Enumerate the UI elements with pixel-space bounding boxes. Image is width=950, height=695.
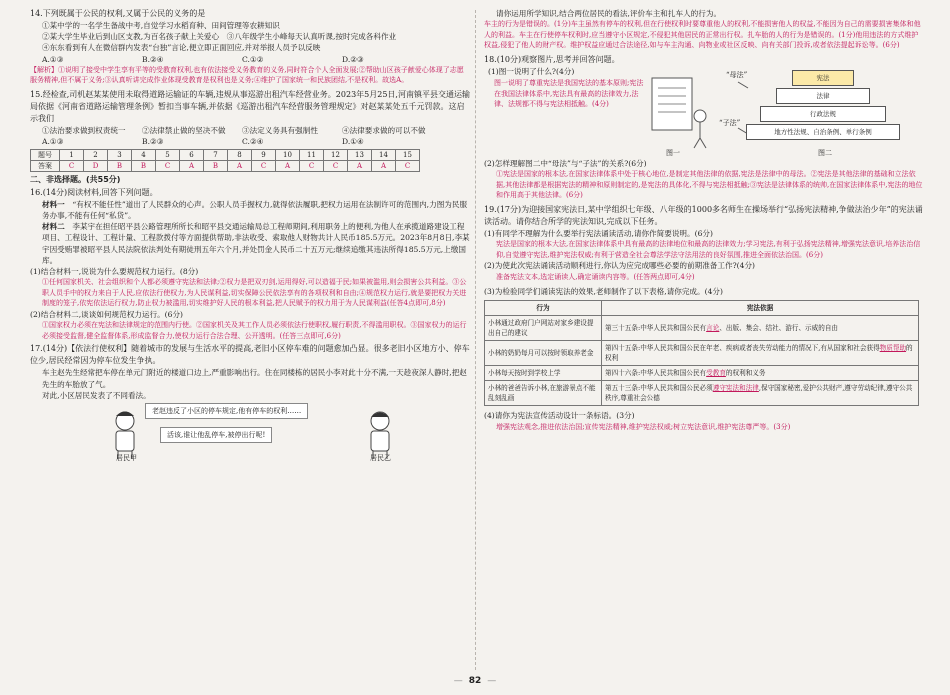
table-cell-act: 小林的爸爸告诉小林,在旅游景点不能乱刻乱画: [485, 381, 602, 406]
q15-options: [30, 136, 470, 147]
q19-sub2: (2)为使此次宪法诵读活动顺利进行,你认为应完成哪些必要的前期准备工作?(4分): [484, 261, 755, 271]
basis-text: 、出版、集会、结社、游行、示威的自由: [719, 324, 839, 333]
q15-item: ③法定义务具有强制性: [242, 125, 318, 135]
q18-answer-1: 图一说明了尊重宪法是我国宪法的基本原则;宪法在我国法律体系中,宪法具有最高的法律效力,法律、法规都不得与宪法相抵触。(4分): [494, 78, 644, 109]
fill-blank[interactable]: 物质帮助: [879, 344, 907, 353]
resident-b-label: 居民乙: [370, 454, 391, 462]
section-heading: 二、非选择题。(共55分): [30, 174, 121, 184]
q16-material-1: [30, 199, 470, 221]
speech-bubble-b: 活该,谁让他乱停车,被停出行呢!: [160, 427, 272, 443]
option-a[interactable]: A.①③: [42, 54, 64, 64]
grid-answer[interactable]: C: [300, 160, 324, 171]
page-number: [0, 676, 950, 686]
fill-blank[interactable]: 受教育: [706, 369, 726, 378]
table-cell-act: 小林每天按时到学校上学: [485, 366, 602, 381]
q17-paragraph: 对此,小区居民发表了不同看法。: [42, 390, 151, 400]
q17-stem: 17.(14分)【依法行使权利】随着城市的发展与生活水平的提高,老旧小区停车难的问题愈加凸显。很多老旧小区地方小、停车位少,居民经常因为停车位发生争执。: [30, 344, 470, 366]
q14-item: ④东东看到有人在微信群内发表“台独”言论,便立即正面回应,并对举报人员予以反映: [42, 43, 321, 53]
basis-text: ,保守国家秘密,爱护公共财产,遵守劳动纪律,遵守公共秩序,尊重社会公德: [605, 384, 913, 403]
q15-stem: 15.经检查,司机赵某某使用未取得道路运输证的车辆,违规从事巡游出租汽车经营业务。2023年5月25日,河南镇平县交通运输局依据《河南省道路运输管理条例》暂扣当事车辆,并依据《巡游出租汽车经营服务管理规定》对赵某某处五千元罚款。这启示我们: [30, 89, 470, 123]
table-row: [485, 316, 919, 341]
option-c[interactable]: C.①②: [242, 54, 264, 64]
pyramid-level: 行政法规: [760, 106, 886, 122]
grid-answer[interactable]: B: [132, 160, 156, 171]
q18-answer-2: ①宪法是国家的根本法,在国家法律体系中处于核心地位,是制定其他法律的依据,宪法是法律中的母法。②宪法是其他法律的基础和立法依据,其他法律都是根据宪法的精神和原则制定的,是宪法的具体化,不得与宪法相抵触;③宪法是法律体系的统帅,在国家法律体系中,宪法的地位和作用高于其他法律。(6分): [496, 170, 923, 200]
table-cell-basis: [602, 316, 919, 341]
figure-1-caption: 图一: [666, 148, 680, 157]
q14-analysis: 【解析】①说明了接受中学生享有平等的受教育权利,也有依法接受义务教育的义务,同时符合个人全面发展;②帮助山区孩子献爱心体现了志愿服务精神,但不属于义务;③认真听讲完成作业体现受教育是权利也是义务;④维护了国家统一和民族团结,不是权利。故选A。: [30, 65, 464, 85]
grid-answer[interactable]: C: [324, 160, 348, 171]
q19-sub3: (3)为检验同学们诵读宪法的效果,老师制作了以下表格,请你完成。(4分): [484, 287, 723, 297]
q19-answer-2: 准备宪法文本,选定诵读人,确定诵读内容等。(任答两点即可,4分): [496, 272, 695, 281]
grid-number: 1: [60, 149, 84, 160]
grid-number: 6: [180, 149, 204, 160]
q16-material-2: [30, 221, 470, 266]
basis-text: 第四十六条:中华人民共和国公民有: [605, 369, 707, 378]
q19-sub4: (4)请你为宪法宣传活动设计一条标语。(3分): [484, 411, 635, 421]
grid-answer[interactable]: A: [228, 160, 252, 171]
q18-sub2: (2)怎样理解图二中“母法”与“子法”的关系?(6分): [484, 158, 647, 168]
q18-figures: [484, 66, 924, 158]
right-column: [484, 8, 924, 432]
grid-answer[interactable]: A: [180, 160, 204, 171]
grid-answer[interactable]: C: [156, 160, 180, 171]
basis-text: 的权利和义务: [725, 369, 766, 378]
q17-sub: 请你运用所学知识,结合两位居民的看法,评价车主和扎车人的行为。: [496, 9, 722, 18]
option-d[interactable]: D.①④: [342, 136, 364, 146]
q19-stem: 19.(17分)为迎接国家宪法日,某中学组织七年级、八年级的1000多名师生在操场举行“弘扬宪法精神,争做法治少年”的宪法诵读活动。请你结合所学的宪法知识,完成以下任务。: [484, 204, 923, 226]
left-column: [30, 8, 470, 463]
table-row: [485, 381, 919, 406]
grid-number: 10: [276, 149, 300, 160]
figure-2-caption: 图二: [818, 148, 832, 157]
option-b[interactable]: B.②③: [142, 136, 164, 146]
grid-answer[interactable]: A: [372, 160, 396, 171]
grid-answer[interactable]: C: [60, 160, 84, 171]
label-mother-law: “母法”: [726, 70, 748, 79]
basis-text: 的权利: [605, 344, 913, 363]
grid-number: 3: [108, 149, 132, 160]
fill-blank[interactable]: 言论: [706, 324, 720, 333]
table-cell-act: 小林通过政府门户网站对家乡建设提出自己的建议: [485, 316, 602, 341]
grid-header: 题号: [31, 149, 60, 160]
table-cell-act: 小林的奶奶每月可以按时领取养老金: [485, 341, 602, 366]
grid-number: 5: [156, 149, 180, 160]
q15-items: [30, 125, 470, 136]
q19-answer-4: 增强宪法观念,推进依法治国;宣传宪法精神,维护宪法权威;树立宪法意识,维护宪法尊严等。(3分): [496, 422, 791, 431]
grid-answer[interactable]: C: [252, 160, 276, 171]
resident-a-label: 居民甲: [116, 454, 137, 462]
column-divider: [475, 10, 476, 670]
fill-blank[interactable]: 遵守宪法和法律: [712, 384, 759, 393]
table-cell-basis: [602, 341, 919, 366]
answer-grid: [30, 149, 420, 172]
q15-item: ②法律禁止做的坚决不做: [142, 125, 226, 135]
table-header: 宪法依据: [602, 301, 919, 316]
q19-sub1: (1)有同学不理解为什么要举行宪法诵读活动,请你作简要说明。(6分): [484, 228, 713, 238]
speech-bubble-a: 老赵违反了小区的停车规定,他有停车的权利……: [145, 403, 308, 419]
grid-answer[interactable]: C: [396, 160, 420, 171]
grid-number: 13: [348, 149, 372, 160]
grid-number: 4: [132, 149, 156, 160]
grid-header: 答案: [31, 160, 60, 171]
grid-number: 2: [84, 149, 108, 160]
table-row: [485, 366, 919, 381]
q17-paragraph: 车主赵先生经常把车停在单元门附近的楼道口边上,严重影响出行。住在同楼栋的居民小李对此十分不满,一天趁夜深人静时,把赵先生的车胎放了气。: [42, 368, 467, 389]
q14-options: [30, 54, 470, 65]
grid-number: 9: [252, 149, 276, 160]
constitution-table: [484, 300, 919, 406]
option-b[interactable]: B.②④: [142, 54, 164, 64]
q14-item: ①某中学的一名学生备战中考,自觉学习水稻育种、田间管理等农耕知识: [42, 21, 280, 30]
material-label: 材料一: [42, 199, 65, 209]
label-child-law: “子法”: [719, 118, 741, 127]
q17-illustration: [30, 401, 470, 463]
q16-stem: 16.(14分)阅读材料,回答下列问题。: [30, 187, 158, 197]
material-text: 李某宇在担任昭平县公路管理所所长和昭平县交通运输局总工程师期间,利用职务上的便利,为他人在承揽道路建设工程项目、工程设计、工程计量、工程款拨付等方面提供帮助,非法收受、索取他人财物共计人民币185.5万元。2023年8月8日,李某宇因受贿罪被昭平县人民法院依法判处有期徒刑五年六个月,并处罚金人民币二十五万元;继续追缴其违法所得185.5万元,上缴国库。: [42, 222, 470, 265]
q18-sub1: (1)图一说明了什么?(4分): [488, 66, 575, 76]
grid-number: 12: [324, 149, 348, 160]
pyramid-level: 地方性法规、自治条例、单行条例: [746, 124, 900, 140]
table-row: [485, 341, 919, 366]
q18-stem: 18.(10分)观察图片,思考并回答问题。: [484, 54, 620, 64]
q17-answer: 车主的行为是错误的。(1分)车主虽然有停车的权利,但在行使权利时要尊重他人的权利,不能损害他人的权益,不能因为自己的需要损害集体和他人的利益。车主在行使停车权利时,应当遵守小区规定,不侵犯其他居民的正常出行权。扎车胎的人的行为是错误的。(1分)他用违法的方式维护权益,侵犯了他人的财产权。维护权益应通过合法途径,如与车主沟通、向物业或社区反映、向有关部门投诉,或者依法提起诉讼等。(6分): [484, 20, 921, 50]
basis-text: 第三十五条:中华人民共和国公民有: [605, 324, 707, 333]
page-number-text: — 82 —: [448, 676, 503, 686]
grid-answer[interactable]: B: [204, 160, 228, 171]
q15-item: ①法治要求做到权责统一: [42, 125, 126, 135]
pyramid-level: 宪法: [792, 70, 854, 86]
table-cell-basis: [602, 381, 919, 406]
basis-text: 第五十三条:中华人民共和国公民必须: [605, 384, 713, 393]
q16-answer-2: ①国家权力必须在宪法和法律规定的范围内行使。②国家机关及其工作人员必须依法行使职权,履行职责,不得滥用职权。③国家权力的运行必须接受监督,健全监督体系,形成监督合力,使权力运行合法合理、公开透明。(任答三点即可,6分): [42, 321, 467, 340]
grid-number: 11: [300, 149, 324, 160]
table-cell-basis: [602, 366, 919, 381]
grid-number: 15: [396, 149, 420, 160]
grid-answer[interactable]: A: [276, 160, 300, 171]
option-d[interactable]: D.②③: [342, 54, 364, 64]
grid-number: 14: [372, 149, 396, 160]
q15-item: ④法律要求做的可以不做: [342, 125, 426, 135]
q19-answer-1: 宪法是国家的根本大法,在国家法律体系中具有最高的法律地位和最高的法律效力;学习宪法,有利于弘扬宪法精神,增强宪法意识,培养法治信仰,自觉遵守宪法,维护宪法权威;有利于营造全社会尊法学法守法用法的良好氛围,推进全面依法治国。(6分): [496, 240, 921, 259]
resident-a-figure: [116, 412, 134, 460]
grid-answer[interactable]: B: [108, 160, 132, 171]
q14-item: ②某大学生毕业后到山区支教,为百名孩子献上关爱心 ③八年级学生小峰每天认真听课,按时完成各科作业: [42, 32, 397, 42]
grid-answer[interactable]: D: [84, 160, 108, 171]
resident-b-figure: [371, 412, 389, 459]
pyramid-arrows: [732, 72, 752, 162]
basis-text: 第四十五条:中华人民共和国公民在年老、疾病或者丧失劳动能力的情况下,有从国家和社会获得: [605, 344, 880, 353]
pyramid-level: 法律: [776, 88, 870, 104]
grid-number: 7: [204, 149, 228, 160]
q16-sub1: (1)结合材料一,说说为什么要规范权力运行。(8分): [30, 267, 199, 277]
option-a[interactable]: A.①③: [42, 136, 64, 146]
table-header: 行为: [485, 301, 602, 316]
figure-1-image: [644, 72, 714, 152]
grid-number: 8: [228, 149, 252, 160]
option-c[interactable]: C.②④: [242, 136, 264, 146]
q16-sub2: (2)结合材料二,谈谈如何规范权力运行。(6分): [30, 310, 184, 319]
q16-answer-1: ①任何国家机关、社会组织和个人都必须遵守宪法和法律;②权力是把双刃剑,运用得好,可以造福于民;如果被滥用,则会损害公共利益。③公职人员手中的权力来自于人民,应依法行使权力,为人民谋利益,切实保障公民依法享有的各项权利和自由;④规范权力运行,就是要把权力关进制度的笼子,依宪依法运行权力,防止权力被滥用,切实维护好人民的根本利益,把人民赋予的权力用于为人民谋利益(任答4点即可,8分): [42, 278, 467, 308]
q14-stem: 14.下列既属于公民的权利,又属于公民的义务的是: [30, 9, 206, 18]
grid-answer[interactable]: A: [348, 160, 372, 171]
material-text: “有权不能任性”道出了人民群众的心声。公职人员手握权力,就得依法履职,把权力运用在法制许可的范围内,力图为民服务办事,不能有任何“私货”。: [42, 199, 468, 220]
material-label: 材料二: [42, 222, 65, 232]
